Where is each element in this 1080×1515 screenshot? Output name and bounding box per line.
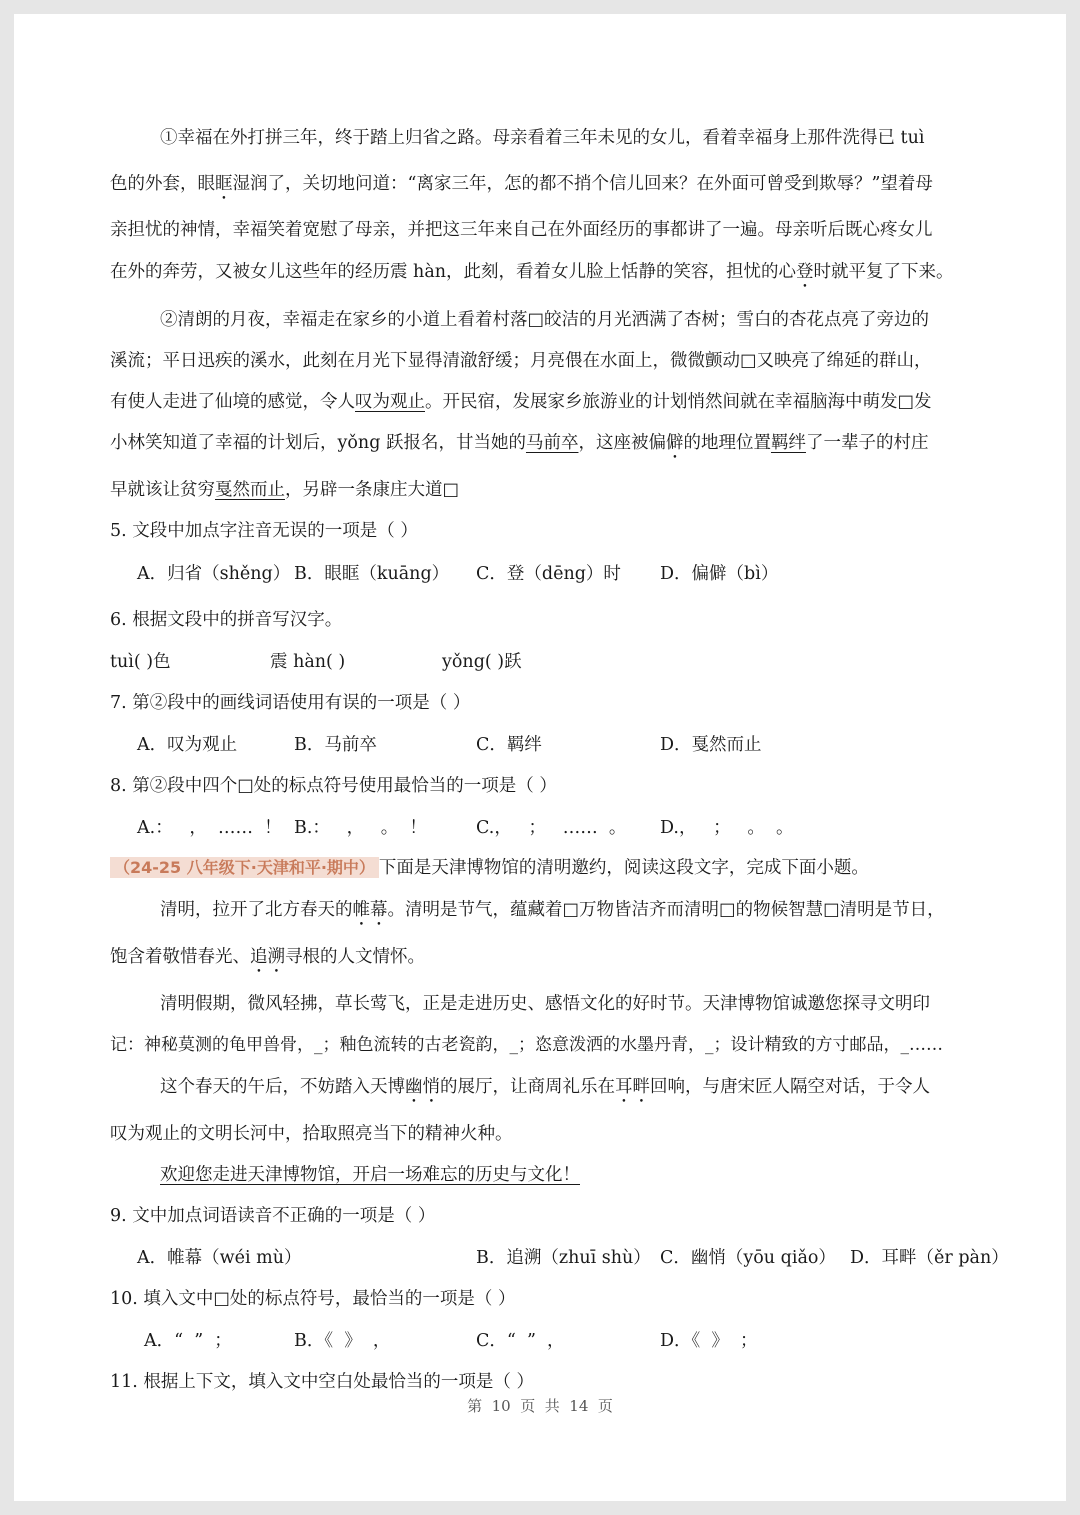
question-stem: 11. 根据上下文，填入文中空白处最恰当的一项是（ ） <box>110 1372 534 1392</box>
text: 早就该让贫穷 <box>110 480 215 500</box>
question-stem: 5. 文段中加点字注音无误的一项是（ ） <box>110 521 418 541</box>
option-b: B．追溯（zhuī shù） <box>476 1248 651 1268</box>
text: ，这座被偏 <box>578 433 666 453</box>
text: 色的外套，眼 <box>110 174 215 194</box>
passage2-line <box>160 1163 580 1187</box>
text: 在外的奔劳，又被女儿这些年的经历震 hàn，此刻，看着女儿脸上恬静的笑容，担忧的心 <box>110 262 797 282</box>
dotted-word: 幽悄 <box>405 1077 440 1097</box>
option-d: D．耳畔（ěr pàn） <box>850 1248 1009 1268</box>
option-c: C．“ ” ， <box>476 1331 565 1351</box>
option-c: C.， ； …… 。 <box>476 818 627 838</box>
text: 了一辈子的村庄 <box>805 433 929 453</box>
passage2-line: 记：神秘莫测的龟甲兽骨，_；釉色流转的古老瓷韵，_；恣意泼洒的水墨丹青，_；设计精致的方寸邮品，_…… <box>110 1035 943 1055</box>
question-stem: 7. 第②段中的画线词语使用有误的一项是（ ） <box>110 693 471 713</box>
passage1-line <box>110 431 928 463</box>
blank-b: 震 hàn( ) <box>270 652 346 672</box>
text: 有使人走进了仙境的感觉，令人 <box>110 392 355 412</box>
option-a: A．帷幕（wéi mù） <box>137 1248 302 1268</box>
text: 回响，与唐宋匠人隔空对话，于令人 <box>650 1077 930 1097</box>
dotted-word: 帷幕 <box>352 900 388 920</box>
text: 这个春天的午后，不妨踏入天博 <box>160 1077 405 1097</box>
passage1-line <box>160 126 924 150</box>
option-d: D．偏僻（bì） <box>660 564 779 584</box>
text: 溪流；平日迅疾的溪水，此刻在月光下显得清澈舒缓；月亮偎在水面上，微微颤动□又映亮了绵延的群山， <box>110 351 932 371</box>
option-d: D．戛然而止 <box>660 735 762 755</box>
option-b: B.： ， 。 ！ <box>294 818 427 838</box>
option-c: C．登（dēng）时 <box>476 564 621 584</box>
underlined-word: 羁绊 <box>770 433 806 453</box>
dotted-char: 登 <box>796 262 814 282</box>
passage1-line <box>110 172 933 204</box>
text: 。清明是节气，蕴藏着□万物皆洁齐而清明□的物候智慧□清明是节日， <box>387 900 945 920</box>
passage2-line <box>160 1075 930 1107</box>
option-d: D．《 》 ； <box>660 1331 758 1351</box>
text: ①幸福在外打拼三年，终于踏上归省之路。母亲看着三年未见的女儿，看着幸福身上那件洗得已 tuì <box>160 128 925 148</box>
passage1-line <box>110 349 932 373</box>
option-b: B．眼眶（kuāng） <box>294 564 450 584</box>
underlined-sentence: 欢迎您走进天津博物馆，开启一场难忘的历史与文化！ <box>160 1165 580 1185</box>
text: 小林笑知道了幸福的计划后，yǒng 跃报名，甘当她的 <box>110 433 526 453</box>
source-tag: （24-25 八年级下·天津和平·期中） <box>110 857 379 878</box>
option-a: A．归省（shěng） <box>137 564 291 584</box>
text: 饱含着敬惜春光、 <box>110 947 250 967</box>
underlined-word: 马前卒 <box>525 433 579 453</box>
question-stem: 9. 文中加点词语读音不正确的一项是（ ） <box>110 1206 436 1226</box>
passage1-line <box>110 390 932 414</box>
text: 下面是天津博物馆的清明邀约，阅读这段文字，完成下面小题。 <box>378 858 869 878</box>
passage2-intro <box>110 856 869 880</box>
option-b: B．《 》 ， <box>294 1331 391 1351</box>
question-stem: 8. 第②段中四个□处的标点符号使用最恰当的一项是（ ） <box>110 776 557 796</box>
passage1-line <box>110 478 459 502</box>
text: 清明，拉开了北方春天的 <box>160 900 353 920</box>
text: 湿润了，关切地问道：“离家三年，怎的都不捎个信儿回来？在外面可曾受到欺辱？”望着母 <box>232 174 933 194</box>
passage2-line: 叹为观止的文明长河中，拾取照亮当下的精神火种。 <box>110 1124 513 1144</box>
dotted-char: 眶 <box>215 174 233 194</box>
option-b: B．马前卒 <box>294 735 377 755</box>
passage1-line <box>110 218 933 242</box>
option-a: A．“ ” ； <box>144 1331 232 1351</box>
option-a: A.： ， …… ！ <box>137 818 282 838</box>
option-c: C．幽悄（yōu qiǎo） <box>660 1248 836 1268</box>
text: 时就平复了下来。 <box>813 262 954 282</box>
option-a: A．叹为观止 <box>137 735 238 755</box>
option-c: C．羁绊 <box>476 735 542 755</box>
underlined-word: 叹为观止 <box>355 392 425 412</box>
text: ②清朗的月夜，幸福走在家乡的小道上看着村落□皎洁的月光洒满了杏树；雪白的杏花点亮了旁边的 <box>160 310 930 330</box>
document-page <box>14 14 1066 1501</box>
text: 亲担忧的神情，幸福笑着宽慰了母亲，并把这三年来自己在外面经历的事都讲了一遍。母亲听后既心疼女儿 <box>110 220 933 240</box>
question-stem: 6. 根据文段中的拼音写汉字。 <box>110 610 343 630</box>
blank-c: yǒng( )跃 <box>442 652 522 672</box>
passage1-line <box>160 308 929 332</box>
option-d: D.， ； 。 。 <box>660 818 794 838</box>
blank-a: tuì( )色 <box>110 652 171 672</box>
text: 寻根的人文情怀。 <box>285 947 425 967</box>
passage2-line: 清明假期，微风轻拂，草长莺飞，正是走进历史、感悟文化的好时节。天津博物馆诚邀您探寻文明印 <box>160 994 930 1014</box>
passage2-line <box>110 945 425 977</box>
dotted-word: 耳畔 <box>615 1077 650 1097</box>
text: 的地理位置 <box>683 433 771 453</box>
passage2-line <box>160 898 945 930</box>
dotted-word: 追溯 <box>250 947 285 967</box>
passage1-line <box>110 260 954 292</box>
text: 的展厅，让商周礼乐在 <box>440 1077 615 1097</box>
page-footer: 第 10 页 共 14 页 <box>467 1397 613 1415</box>
text: 。开民宿，发展家乡旅游业的计划悄然间就在幸福脑海中萌发□发 <box>425 392 932 412</box>
question-stem: 10. 填入文中□处的标点符号，最恰当的一项是（ ） <box>110 1289 516 1309</box>
dotted-char: 僻 <box>665 433 684 453</box>
underlined-word: 戛然而止 <box>215 480 285 500</box>
text: ，另辟一条康庄大道□ <box>285 480 460 500</box>
